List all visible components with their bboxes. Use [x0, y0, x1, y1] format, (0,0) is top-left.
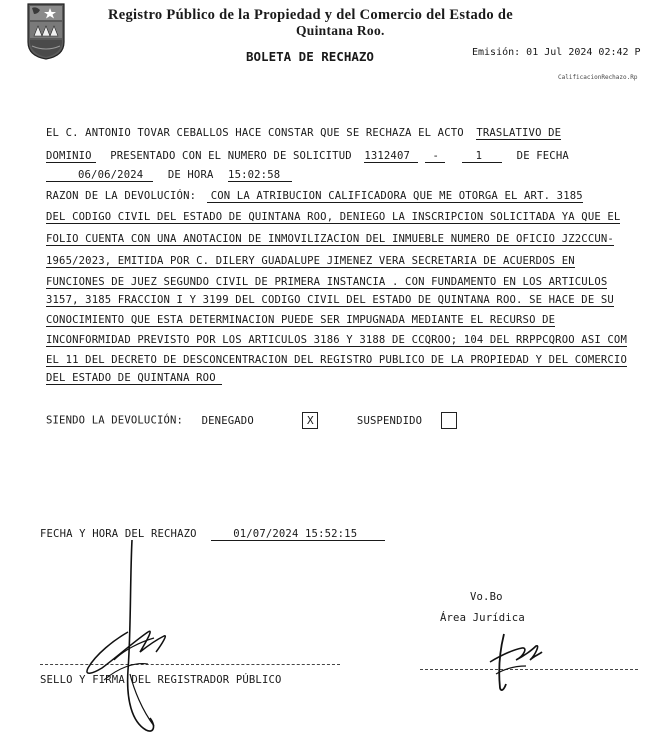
body-line-2 — [46, 150, 569, 163]
document-title: BOLETA DE RECHAZO — [246, 49, 374, 64]
razon-text-line-10: DEL ESTADO DE QUINTANA ROO — [46, 372, 222, 385]
acto-field-part2: DOMINIO — [46, 150, 96, 163]
razon-text-line-1: CON LA ATRIBUCION CALIFICADORA QUE ME OTORGA EL ART. 3185 — [207, 190, 583, 203]
body-line-3 — [46, 169, 292, 182]
razon-text-line-3: FOLIO CUENTA CON UNA ANOTACION DE INMOVILIZACION DEL INMUEBLE NUMERO DE OFICIO JZ2CCUN- — [46, 233, 614, 245]
razon-text-line-8: INCONFORMIDAD PREVISTO POR LOS ARTICULOS 3186 Y 3188 DE CCQROO; 104 DEL RRPPCQROO ASI COM — [46, 334, 627, 346]
rechazo-label: FECHA Y HORA DEL RECHAZO — [40, 528, 197, 540]
coat-of-arms-logo — [26, 2, 66, 60]
razon-text-line-9: EL 11 DEL DECRETO DE DESCONCENTRACION DEL REGISTRO PUBLICO DE LA PROPIEDAD Y DEL COMERCIO — [46, 354, 627, 366]
solicitud-number: 1312407 — [364, 150, 418, 163]
solicitud-time: 15:02:58 — [228, 169, 292, 182]
body-line-1 — [46, 127, 561, 140]
suspendido-checkbox — [441, 412, 457, 429]
rechazo-datetime: 01/07/2024 15:52:15 — [211, 528, 385, 541]
razon-text-line-6: 3157, 3185 FRACCION I Y 3199 DEL CODIGO CIVIL DEL ESTADO DE QUINTANA ROO. SE HACE DE SU — [46, 294, 614, 306]
solicitud-date: 06/06/2024 — [46, 169, 153, 182]
razon-label: RAZON DE LA DEVOLUCIÓN: — [46, 190, 197, 202]
razon-text-line-4: 1965/2023, EMITIDA POR C. DILERY GUADALUPE JIMENEZ VERA SECRETARIA DE ACUERDOS EN — [46, 255, 575, 267]
suspendido-label: SUSPENDIDO — [356, 414, 423, 427]
denegado-label: DENEGADO — [201, 414, 254, 427]
registry-title-line1: Registro Público de la Propiedad y del Comercio del Estado de — [108, 7, 513, 23]
solicitud-dash: - — [425, 150, 446, 163]
area-juridica-signature — [486, 630, 546, 694]
vobo-label: Vo.Bo — [470, 591, 503, 603]
registry-title-line2: Quintana Roo. — [296, 23, 385, 38]
area-juridica-label: Área Jurídica — [440, 612, 525, 624]
sello-firma-label: SELLO Y FIRMA DEL REGISTRADOR PÚBLICO — [40, 674, 282, 686]
solicitud-sub: 1 — [462, 150, 503, 163]
razon-text-line-5: FUNCIONES DE JUEZ SEGUNDO CIVIL DE PRIMERA INSTANCIA . CON FUNDAMENTO EN LOS ARTICULOS — [46, 276, 608, 288]
emission-date: Emisión: 01 Jul 2024 02:42 P — [472, 47, 641, 58]
status-label: SIENDO LA DEVOLUCIÓN: — [46, 414, 184, 427]
razon-text-line-2: DEL CODIGO CIVIL DEL ESTADO DE QUINTANA ROO, DENIEGO LA INSCRIPCION SOLICITADA YA QUE EL — [46, 211, 621, 223]
de-hora-label: DE HORA — [167, 169, 214, 181]
status-row — [46, 412, 457, 429]
de-fecha-label: DE FECHA — [516, 150, 569, 162]
registrar-signature — [84, 540, 194, 738]
presentado-text: PRESENTADO CON EL NUMERO DE SOLICITUD — [110, 150, 352, 162]
intro-text: EL C. ANTONIO TOVAR CEBALLOS HACE CONSTAR QUE SE RECHAZA EL ACTO — [46, 127, 464, 139]
report-code: CalificacionRechazo.Rp — [558, 74, 638, 81]
razon-text-line-7: CONOCIMIENTO QUE ESTA DETERMINACION PUEDE SER IMPUGNADA MEDIANTE EL RECURSO DE — [46, 314, 556, 326]
razon-line-1 — [46, 190, 583, 203]
denegado-checkbox: X — [302, 412, 318, 429]
acto-field-part1: TRASLATIVO DE — [476, 127, 562, 139]
